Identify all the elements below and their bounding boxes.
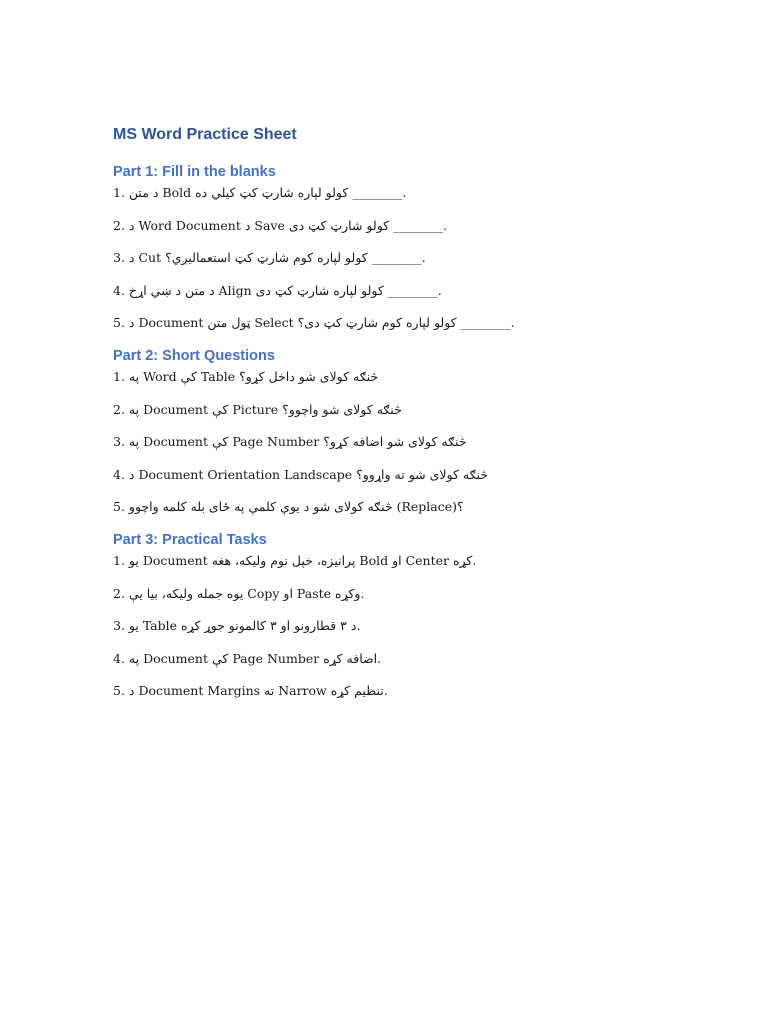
short-questions-list (113, 367, 673, 517)
section-heading-fill-in-blanks: Part 1: Fill in the blanks (113, 164, 276, 180)
list-item: 3. د Cut کولو لپاره کوم شارټ کټ استعمالیږي؟ ________. (113, 250, 426, 265)
list-item: 3. یو Table د ۳ قطارونو او ۳ کالمونو جوړ کړه. (113, 618, 361, 633)
list-item: 4. په Document کې Page Number اضافه کړه. (113, 650, 382, 666)
list-item: 1. د متن Bold کولو لپاره شارټ کټ کيلي ده ________. (113, 185, 407, 200)
list-item: 2. په Document کې Picture څنګه کولای شو واچوو؟ (113, 401, 402, 417)
document-content (113, 122, 673, 713)
list-item: 5. څنګه کولای شو د یوې کلمې په ځای بله کلمه واچوو (Replace)؟ (113, 499, 464, 514)
list-item: 2. یوه جمله ولیکه، بیا یې Copy او Paste وکړه. (113, 585, 365, 601)
list-item: 5. د Document ټول متن Select کولو لپاره کوم شارټ کټ دی؟ ________. (113, 315, 515, 330)
page-title: MS Word Practice Sheet (113, 126, 297, 143)
list-item: 4. د متن د ښي اړخ Align کولو لپاره شارټ کټ دی ________. (113, 282, 442, 298)
list-item: 2. د Word Document د Save کولو شارټ کټ دی ________. (113, 217, 448, 233)
list-item: 4. د Document Orientation Landscape څنګه کولای شو ته واړوو؟ (113, 466, 488, 482)
section-heading-practical-tasks: Part 3: Practical Tasks (113, 532, 267, 548)
practical-tasks-list (113, 551, 673, 701)
list-item: 1. یو Document پرانیزه، خپل نوم ولیکه، هغه Bold او Center کړه. (113, 553, 477, 568)
list-item: 1. په Word کې Table څنګه کولای شو داخل کړو؟ (113, 369, 379, 384)
list-item: 3. په Document کې Page Number څنګه کولای شو اضافه کړو؟ (113, 434, 467, 449)
section-heading-short-questions: Part 2: Short Questions (113, 348, 275, 364)
list-item: 5. د Document Margins ته Narrow تنظیم کړه. (113, 683, 388, 698)
fill-in-blanks-list (113, 183, 673, 333)
